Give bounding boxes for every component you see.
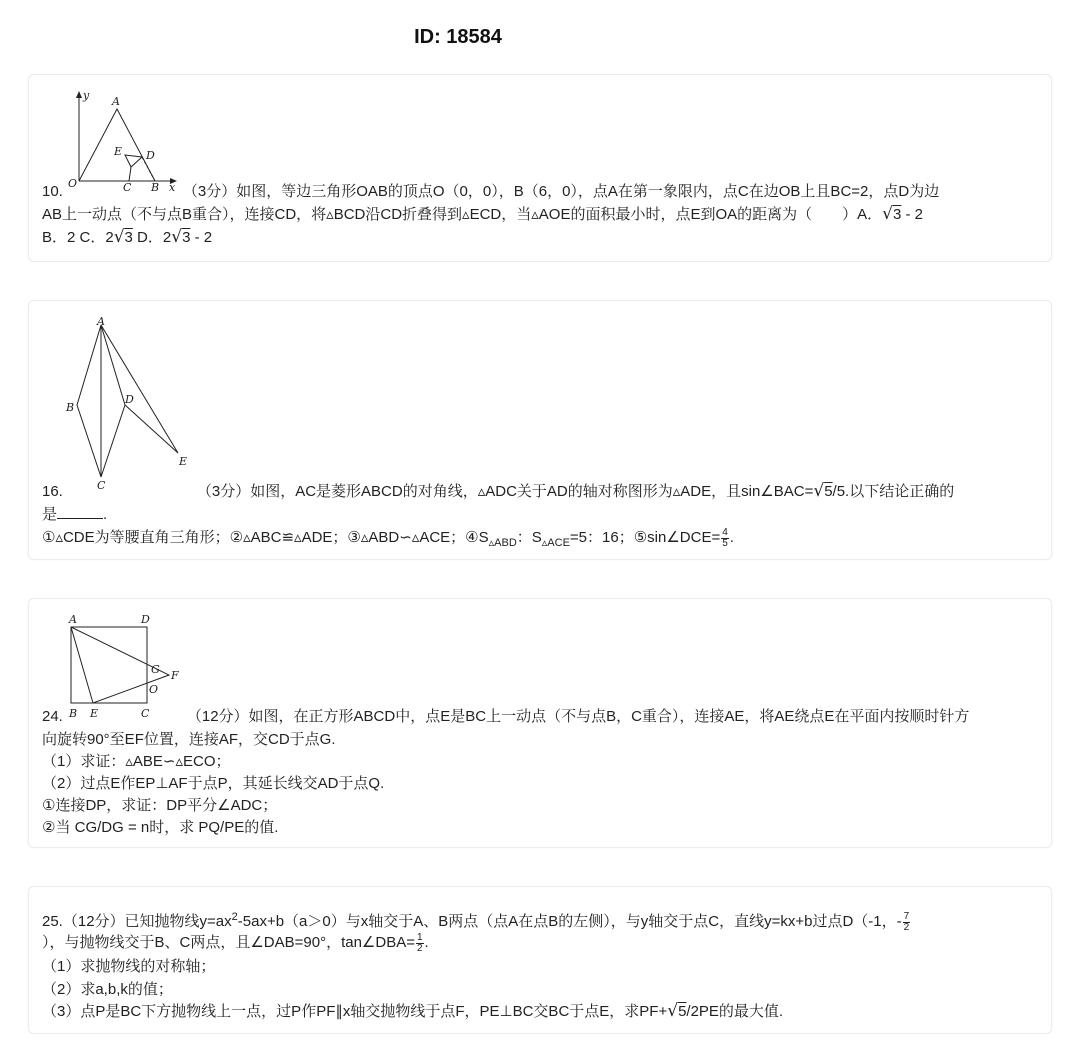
label-C: C — [123, 181, 132, 194]
q24-line2: 向旋转90°至EF位置，连接AF，交CD于点G. — [42, 731, 336, 748]
sqrt-sign: √ — [171, 227, 183, 247]
q24-line5: ①连接DP，求证：DP平分∠ADC； — [42, 797, 278, 814]
q16-text-3d: . — [729, 529, 734, 546]
label-y: y — [83, 89, 90, 102]
fraction-7-2 — [903, 912, 911, 933]
q16-number: 16. — [42, 483, 63, 500]
label-A: A — [69, 613, 77, 626]
q25-text-2a: ），与抛物线交于B、C两点，且∠DAB=90°，tan∠DBA= — [42, 934, 415, 951]
q16-line3 — [42, 527, 734, 554]
label-D: D — [125, 393, 134, 406]
sqrt-sign: √ — [882, 204, 893, 224]
sqrt-sign: √ — [113, 227, 125, 247]
label-x: x — [169, 181, 176, 194]
q25-text-1b: -5ax+b（a＞0）与x轴交于A、B两点（点A在点B的左侧），与y轴交于点C，直线y=kx+b过点D（-1，- — [237, 913, 902, 930]
question-card-10 — [28, 74, 1052, 262]
label-B: B — [151, 181, 160, 194]
frac-num: 7 — [903, 910, 910, 922]
label-O: O — [149, 683, 159, 696]
q10-option-d: D．2 — [132, 229, 172, 246]
label-C: C — [141, 707, 150, 720]
q10-number: 10. — [42, 183, 63, 200]
figure-q16 — [63, 315, 198, 492]
label-F: F — [171, 669, 179, 682]
label-E: E — [90, 707, 99, 720]
label-D: D — [146, 149, 155, 162]
fraction-4-5 — [721, 528, 729, 549]
label-E: E — [179, 455, 188, 468]
page-id: ID: 18584 — [414, 26, 502, 48]
question-card-24 — [28, 598, 1052, 848]
q10-options-b-c: B．2 C．2 — [42, 229, 114, 246]
q25-line5 — [42, 1001, 783, 1022]
q24-line1 — [42, 706, 969, 727]
q25-line1 — [42, 907, 911, 933]
q24-line3: （1）求证：▵ABE∽▵ECO； — [42, 753, 231, 770]
label-A: A — [112, 95, 120, 108]
q16-line1 — [42, 481, 954, 502]
radicand: 5 — [678, 1003, 687, 1020]
figure-q10 — [65, 89, 215, 194]
q10-optA-tail: - 2 — [901, 206, 924, 223]
q10-text-2: AB上一动点（不与点B重合），连接CD，将▵BCD沿CD折叠得到▵ECD，当▵AOE的面积最小时，点E到OA的距离为（ ）A． — [42, 206, 883, 223]
q25-text-5a: （3）点P是BC下方抛物线上一点，过P作PF∥x轴交抛物线于点F，PE⊥BC交BC于点E，求PF+ — [42, 1003, 668, 1020]
q25-line4: （2）求a,b,k的值； — [42, 981, 173, 998]
q25-text-5b: /2PE的最大值. — [686, 1003, 784, 1020]
q16-line2 — [42, 504, 107, 525]
label-B: B — [69, 707, 78, 720]
superscript-2: 2 — [231, 911, 238, 923]
label-B: B — [66, 401, 75, 414]
frac-den: 2 — [903, 921, 910, 933]
q10-text-1: （3分）如图，等边三角形OAB的顶点O（0，0），B（6，0），点A在第一象限内，点C在边OB上且BC=2，点D为边 — [182, 183, 940, 200]
radicand: 3 — [182, 229, 191, 246]
label-C: C — [97, 479, 106, 492]
label-A: A — [97, 315, 105, 328]
q24-line6: ②当 CG/DG = n时，求 PQ/PE的值. — [42, 819, 279, 836]
q16-text-1a: （3分）如图，AC是菱形ABCD的对角线，▵ADC关于AD的轴对称图形为▵ADE，且sin∠BAC= — [196, 483, 814, 500]
radicand: 3 — [892, 206, 902, 223]
label-O: O — [68, 177, 78, 190]
q10-line3 — [42, 227, 212, 248]
q25-line3: （1）求抛物线的对称轴； — [42, 958, 216, 975]
q25-text-2b: . — [424, 934, 429, 951]
q24-text-1: （12分）如图，在正方形ABCD中，点E是BC上一动点（不与点B，C重合），连接AE，将AE绕点E在平面内按顺时针方 — [186, 708, 970, 725]
sub-ace: ▵ACE — [541, 537, 570, 549]
q24-number: 24. — [42, 708, 63, 725]
q25-text-1a: 25.（12分）已知抛物线y=ax — [42, 913, 232, 930]
q16-text-2: 是 — [42, 506, 58, 523]
q16-text-2-end: . — [103, 506, 108, 523]
question-card-25 — [28, 886, 1052, 1034]
q24-line4: （2）过点E作EP⊥AF于点P，其延长线交AD于点Q. — [42, 775, 385, 792]
frac-den: 5 — [722, 537, 728, 549]
sqrt-sign: √ — [667, 1001, 679, 1021]
q10-option-d-tail: - 2 — [190, 229, 213, 246]
q10-line2 — [42, 204, 923, 225]
sqrt-sign: √ — [813, 481, 825, 501]
frac-den: 2 — [416, 942, 423, 954]
q16-text-3b: ：S — [516, 529, 542, 546]
question-card-16 — [28, 300, 1052, 560]
frac-num: 4 — [722, 526, 728, 538]
q16-text-1b: /5.以下结论正确的 — [832, 483, 955, 500]
q10-line1 — [42, 181, 939, 202]
label-D: D — [141, 613, 150, 626]
radicand: 5 — [824, 483, 833, 500]
fraction-1-2 — [416, 933, 424, 954]
sub-abd: ▵ABD — [488, 537, 517, 549]
frac-num: 1 — [416, 931, 423, 943]
label-E: E — [114, 145, 123, 158]
radicand: 3 — [124, 229, 133, 246]
q16-text-3a: ①▵CDE为等腰直角三角形；②▵ABC≌▵ADE；③▵ABD∽▵ACE；④S — [42, 529, 489, 546]
q25-line2 — [42, 932, 429, 954]
answer-blank[interactable] — [57, 504, 103, 519]
q16-text-3c: =5：16；⑤sin∠DCE= — [569, 529, 721, 546]
label-G: G — [151, 663, 160, 676]
